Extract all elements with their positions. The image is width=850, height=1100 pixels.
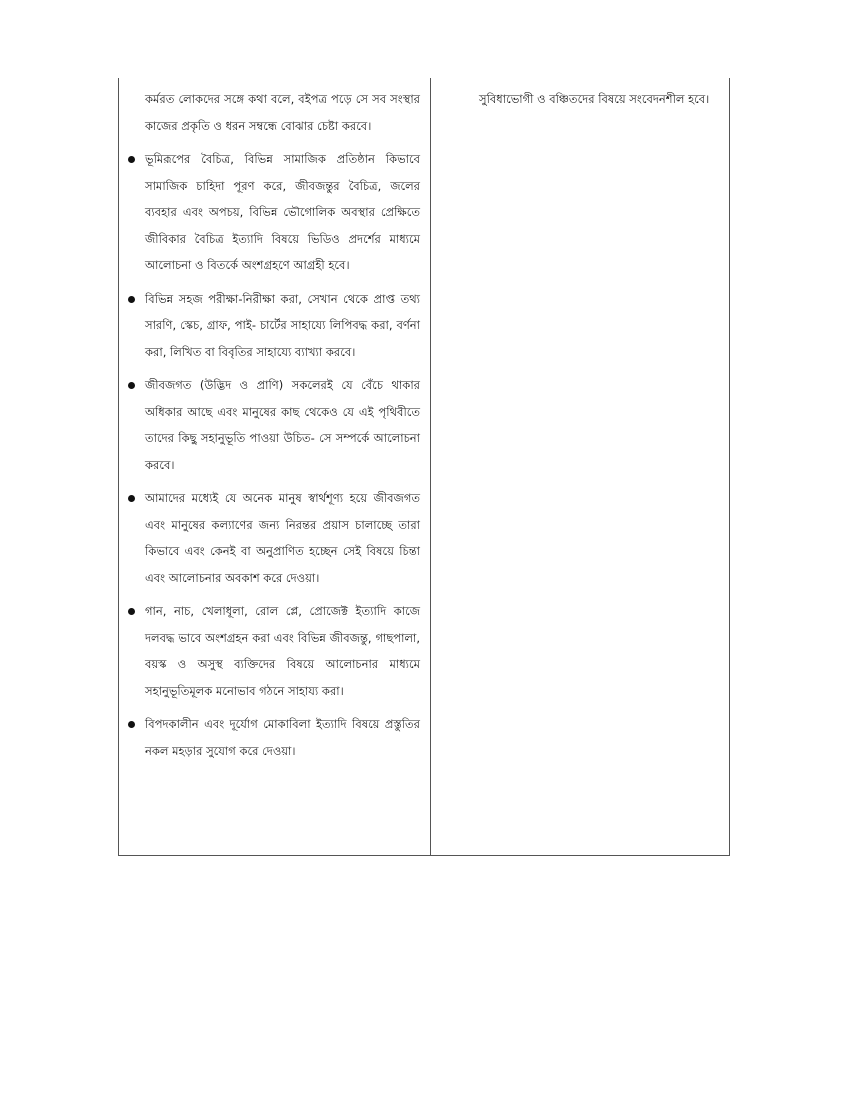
bullet-icon: [128, 382, 135, 389]
bullet-icon: [128, 296, 135, 303]
list-item-text: বিভিন্ন সহজ পরীক্ষা-নিরীক্ষা করা, সেখান থেকে প্রাপ্ত তথ্য সারণি, স্কেচ, গ্রাফ, পাই- চার্টের সাহায্যে লিপিবদ্ধ করা, বর্ণনা করা, লিখিত বা বিবৃতির সাহায্যে ব্যাখ্যা করবে।: [145, 291, 420, 359]
table-cell-left: [119, 78, 431, 855]
list-item: [127, 485, 420, 591]
table-cell-right: [431, 78, 729, 855]
bullet-icon: [128, 495, 135, 502]
list-item-text: বিপদকালীন এবং দূর্যোগ মোকাবিলা ইত্যাদি বিষয়ে প্রস্তুতির নকল মহড়ার সুযোগ করে দেওয়া।: [145, 717, 420, 758]
list-item: [127, 711, 420, 764]
bullet-icon: [128, 156, 135, 163]
bullet-list: [127, 146, 420, 764]
bullet-icon: [128, 721, 135, 728]
list-item: [127, 598, 420, 704]
content-table: [118, 78, 730, 856]
list-item: [127, 372, 420, 478]
list-item-text: ভূমিরূপের বৈচিত্র, বিভিন্ন সামাজিক প্রতিষ্ঠান কিভাবে সামাজিক চাহিদা পূরণ করে, জীবজন্তুর বৈচিত্র, জলের ব্যবহার এবং অপচয়, বিভিন্ন ভৌগোলিক অবস্থার প্রেক্ষিতে জীবিকার বৈচিত্র ইত্যাদি বিষয়ে ভিডিও প্রদর্শের মাধ্যমে আলোচনা ও বিতর্কে অংশগ্রহণে আগ্রহী হবে।: [145, 152, 420, 272]
list-item: [127, 146, 420, 279]
lead-paragraph: কর্মরত লোকদের সঙ্গে কথা বলে, বইপত্র পড়ে সে সব সংস্থার কাজের প্রকৃতি ও ধরন সম্বন্ধে বোঝার চেষ্টা করবে।: [145, 92, 420, 133]
list-item-text: জীবজগত (উদ্ভিদ ও প্রাণি) সকলেরই যে বেঁচে থাকার অধিকার আছে এবং মানুষের কাছ থেকেও যে এই পৃথিবীতে তাদের কিছু সহানুভূতি পাওয়া উচিত- সে সম্পর্কে আলোচনা করবে।: [145, 378, 420, 472]
list-item: [127, 286, 420, 366]
bullet-icon: [128, 608, 135, 615]
right-paragraph: সুবিধাভোগী ও বঞ্চিতদের বিষয়ে সংবেদনশীল হবে।: [479, 92, 710, 106]
list-item-text: আমাদের মধ্যেই যে অনেক মানুষ স্বার্থশূণ্য হয়ে জীবজগত এবং মানুষের কল্যাণের জন্য নিরন্তর প্রয়াস চালাচ্ছে তারা কিভাবে এবং কেনই বা অনুপ্রাণিত হচ্ছেন সেই বিষয়ে চিন্তা এবং আলোচনার অবকাশ করে দেওয়া।: [145, 491, 420, 585]
list-item-text: গান, নাচ, খেলাধূলা, রোল প্লে, প্রোজেক্ট ইত্যাদি কাজে দলবদ্ধ ভাবে অংশগ্রহন করা এবং বিভিন্ন জীবজন্তু, গাছপালা, বয়স্ক ও অসুস্থ ব্যক্তিদের বিষয়ে আলোচনার মাধ্যমে সহানুভূতিমূলক মনোভাব গঠনে সাহায্য করা।: [145, 604, 420, 698]
